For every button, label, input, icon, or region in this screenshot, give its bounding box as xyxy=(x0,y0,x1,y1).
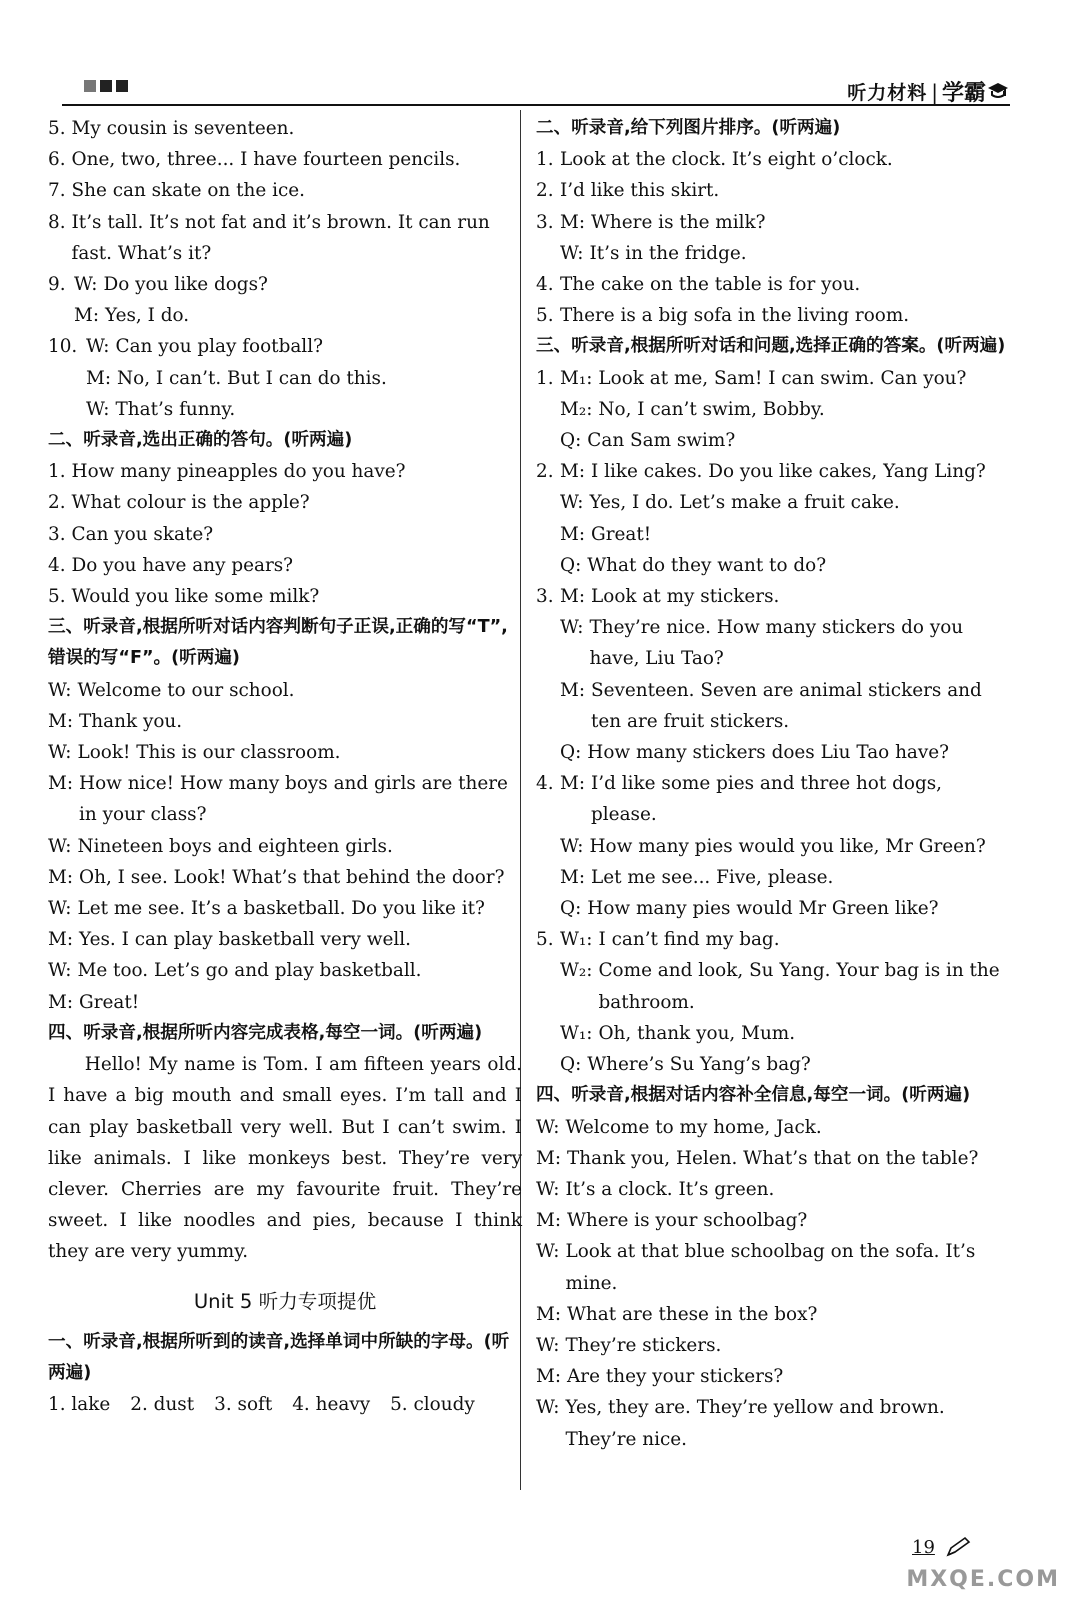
dialogue-text: Nineteen boys and eighteen girls. xyxy=(77,835,393,857)
item-text: My cousin is seventeen. xyxy=(71,118,295,139)
speaker-label: W: xyxy=(74,274,98,296)
item-number: 7. xyxy=(48,180,66,202)
dialogue-text: That’s funny. xyxy=(115,398,236,420)
item-text: One, two, three... I have fourteen pencils. xyxy=(71,149,461,171)
speaker-label: M: xyxy=(48,710,74,732)
dialogue-text: What do they want to do? xyxy=(587,554,827,576)
item-number: 4. xyxy=(536,773,554,795)
dialogue-text: Look at the clock. It’s eight o’clock. xyxy=(560,149,893,171)
list-item xyxy=(48,550,522,581)
numbered-item xyxy=(536,269,1006,300)
item-number: 1. xyxy=(536,149,554,171)
speaker-label: W: xyxy=(560,492,584,514)
dialogue-text: No, I can’t. But I can do this. xyxy=(117,367,387,389)
item-number xyxy=(48,300,74,331)
dialogue-line xyxy=(48,987,522,1018)
speaker-label: Q: xyxy=(560,1054,582,1076)
list-item xyxy=(48,487,522,518)
answer-item: 4. heavy xyxy=(292,1394,371,1416)
dialogue-text: Come and look, Su Yang. Your bag is in the bathroom. xyxy=(598,960,1000,1013)
speaker-label: M: xyxy=(48,991,74,1013)
item-number: 5. xyxy=(48,118,66,139)
numbered-item xyxy=(536,768,1006,830)
dialogue-text: I can’t find my bag. xyxy=(598,929,780,951)
speaker-label: M: xyxy=(560,586,586,608)
speaker-label: M: xyxy=(560,679,586,701)
item-number: 8. xyxy=(48,211,66,233)
answer-item: 2. dust xyxy=(130,1394,195,1416)
speaker-label: M: xyxy=(86,367,112,389)
numbered-item xyxy=(536,924,1006,955)
dialogue-text: I’d like some pies and three hot dogs, please. xyxy=(591,773,943,826)
item-number xyxy=(536,1049,560,1080)
dialogue-line xyxy=(536,675,1006,737)
dialogue-text: Let me see. It’s a basketball. Do you like it? xyxy=(77,898,485,920)
dialogue-line xyxy=(536,550,1006,581)
numbered-item xyxy=(536,581,1006,612)
item-number: 5. xyxy=(536,305,554,327)
dialogue-text: Look at that blue schoolbag on the sofa. It’s mine. xyxy=(565,1241,976,1294)
dialogue-line xyxy=(536,487,1006,518)
right-section4-heading: 四、听录音,根据对话内容补全信息,每空一词。(听两遍) xyxy=(536,1085,971,1106)
speaker-label: W: xyxy=(536,1397,560,1419)
dialogue-text: How many stickers does Liu Tao have? xyxy=(587,742,950,764)
dialogue-line xyxy=(48,955,522,986)
numbered-item xyxy=(536,207,1006,238)
dialogue-line xyxy=(48,394,522,425)
dialogue-text: Thank you. xyxy=(79,710,183,732)
page-footer xyxy=(912,1536,971,1558)
item-number xyxy=(536,862,560,893)
item-number: 2. xyxy=(536,461,554,483)
numbered-item xyxy=(536,363,1006,394)
speaker-label: M: xyxy=(48,929,74,951)
speaker-label: M: xyxy=(536,1303,562,1325)
speaker-label: W: xyxy=(560,617,584,639)
item-text: It’s tall. It’s not fat and it’s brown. It can run fast. What’s it? xyxy=(71,211,490,264)
dialogue-line xyxy=(536,1205,1006,1236)
speaker-label: W: xyxy=(536,1241,560,1263)
dialogue-text: Do you like dogs? xyxy=(103,274,268,296)
dialogue-line xyxy=(536,1392,1006,1454)
item-text: How many pineapples do you have? xyxy=(71,461,406,483)
dialogue-text: Let me see... Five, please. xyxy=(591,866,834,888)
numbered-item xyxy=(536,456,1006,487)
speaker-label: M: xyxy=(74,305,100,327)
speaker-label: Q: xyxy=(560,742,582,764)
right-column xyxy=(536,113,1006,1455)
dialogue-line xyxy=(536,612,1006,674)
dialogue-text: Welcome to my home, Jack. xyxy=(565,1116,822,1138)
item-number: 5. xyxy=(536,929,554,951)
item-number xyxy=(536,612,560,674)
dialogue-line xyxy=(48,924,522,955)
right-section3-items xyxy=(536,363,1006,1081)
unit-section1-heading: 一、听录音,根据所听到的读音,选择单词中所缺的字母。(听两遍) xyxy=(48,1331,510,1383)
dialogue-line xyxy=(536,1236,1006,1298)
dialogue-line xyxy=(536,1049,1006,1080)
item-number xyxy=(536,550,560,581)
dialogue-text: Look! This is our classroom. xyxy=(77,742,341,764)
dialogue-text: They’re stickers. xyxy=(565,1334,722,1356)
item-text: Can you skate? xyxy=(71,523,214,545)
dialogue-text: Where’s Su Yang’s bag? xyxy=(587,1054,811,1076)
speaker-label: W: xyxy=(48,898,72,920)
watermark-text: MXQE.COM xyxy=(906,1567,1060,1592)
item-number xyxy=(536,425,560,456)
dialogue-line xyxy=(536,238,1006,269)
graduation-cap-icon xyxy=(986,80,1010,104)
numbered-item xyxy=(48,331,522,362)
list-item xyxy=(48,113,522,144)
item-number: 1. xyxy=(48,461,66,483)
item-text: Do you have any pears? xyxy=(71,554,294,576)
dialogue-line xyxy=(536,737,1006,768)
speaker-label: W: xyxy=(48,835,72,857)
dialogue-text: There is a big sofa in the living room. xyxy=(560,305,910,327)
dialogue-line xyxy=(48,893,522,924)
speaker-label: W: xyxy=(536,1116,560,1138)
item-number: 10. xyxy=(48,336,78,358)
dialogue-text: How nice! How many boys and girls are there in your class? xyxy=(79,773,508,826)
dialogue-text: I like cakes. Do you like cakes, Yang Ling? xyxy=(591,461,986,483)
dialogue-line xyxy=(48,363,522,394)
dialogue-text: Where is the milk? xyxy=(591,211,766,233)
numbered-item xyxy=(536,300,1006,331)
right-section2-items xyxy=(536,144,1006,331)
section2-items xyxy=(48,456,522,612)
speaker-label: M: xyxy=(48,773,74,795)
dialogue-line xyxy=(536,394,1006,425)
speaker-label: W: xyxy=(560,835,584,857)
dialogue-text: Look at me, Sam! I can swim. Can you? xyxy=(598,367,967,389)
item-number xyxy=(536,955,560,1017)
dialogue-line xyxy=(48,831,522,862)
numbered-item xyxy=(536,144,1006,175)
item-number: 5. xyxy=(48,586,66,608)
speaker-label: M: xyxy=(536,1210,562,1232)
speaker-label: M: xyxy=(560,523,586,545)
item-number xyxy=(48,394,86,425)
item-number xyxy=(536,394,560,425)
dialogue-text: Oh, I see. Look! What’s that behind the door? xyxy=(79,866,505,888)
speaker-label: M: xyxy=(560,773,586,795)
dialogue-line xyxy=(536,831,1006,862)
item-number: 3. xyxy=(536,586,554,608)
speaker-label: W₁: xyxy=(560,929,593,951)
speaker-label: M: xyxy=(560,461,586,483)
dialogue-text: Thank you, Helen. What’s that on the table? xyxy=(567,1147,979,1169)
item-number xyxy=(536,737,560,768)
speaker-label: M₂: xyxy=(560,398,593,420)
dialogue-line xyxy=(536,425,1006,456)
speaker-label: W₁: xyxy=(560,1022,593,1044)
dialogue-text: It’s a clock. It’s green. xyxy=(565,1178,775,1200)
dialogue-text: Welcome to our school. xyxy=(77,679,295,701)
header-rule xyxy=(62,104,1010,106)
dialogue-text: They’re nice. How many stickers do you have, Liu Tao? xyxy=(589,617,964,670)
answer-item: 3. soft xyxy=(214,1394,273,1416)
speaker-label: W: xyxy=(48,679,72,701)
dialogue-text: What are these in the box? xyxy=(567,1303,818,1325)
item-number: 2. xyxy=(48,492,66,514)
left-item-9 xyxy=(48,269,522,331)
dialogue-text: Can you play football? xyxy=(115,336,323,358)
item-number: 3. xyxy=(48,523,66,545)
dialogue-text: Yes. I can play basketball very well. xyxy=(79,929,411,951)
speaker-label: W: xyxy=(536,1334,560,1356)
speaker-label: W: xyxy=(48,742,72,764)
page-number: 19 xyxy=(912,1536,935,1558)
dialogue-line xyxy=(48,768,522,830)
dialogue-text: Great! xyxy=(591,523,652,545)
header-squares-decoration xyxy=(84,80,128,92)
dialogue-text: I’d like this skirt. xyxy=(560,180,720,202)
item-text: Would you like some milk? xyxy=(71,586,320,608)
dialogue-line xyxy=(48,300,522,331)
dialogue-line xyxy=(536,1143,1006,1174)
item-number xyxy=(536,238,560,269)
item-number: 4. xyxy=(48,554,66,576)
item-number xyxy=(536,487,560,518)
pencil-icon xyxy=(945,1536,971,1558)
dialogue-text: Where is your schoolbag? xyxy=(567,1210,808,1232)
dialogue-text: Can Sam swim? xyxy=(587,430,736,452)
dialogue-line xyxy=(536,1361,1006,1392)
list-item xyxy=(48,456,522,487)
dialogue-line xyxy=(536,893,1006,924)
dialogue-line xyxy=(48,737,522,768)
speaker-label: M₁: xyxy=(560,367,593,389)
dialogue-line xyxy=(536,955,1006,1017)
dialogue-text: No, I can’t swim, Bobby. xyxy=(598,398,825,420)
speaker-label: W: xyxy=(86,398,110,420)
item-number xyxy=(536,893,560,924)
section4-heading: 四、听录音,根据所听内容完成表格,每空一词。(听两遍) xyxy=(48,1022,483,1043)
speaker-label: M: xyxy=(560,211,586,233)
header-right xyxy=(847,76,1010,107)
speaker-label: M: xyxy=(560,866,586,888)
dialogue-line xyxy=(48,706,522,737)
header-separator: | xyxy=(931,79,938,104)
dialogue-line xyxy=(536,519,1006,550)
dialogue-line xyxy=(536,1174,1006,1205)
item-number xyxy=(536,831,560,862)
section3-heading: 三、听录音,根据所听对话内容判断句子正误,正确的写“T”,错误的写“F”。(听两遍) xyxy=(48,617,508,669)
dialogue-text: Look at my stickers. xyxy=(591,586,780,608)
dialogue-text: Yes, they are. They’re yellow and brown. They’re nice. xyxy=(565,1397,945,1450)
dialogue-line xyxy=(536,1299,1006,1330)
list-item xyxy=(48,519,522,550)
answer-item: 1. lake xyxy=(48,1394,111,1416)
dialogue-line xyxy=(536,1330,1006,1361)
section4-paragraph: Hello! My name is Tom. I am fifteen years old. I have a big mouth and small eyes. I’m tall and I can play basketball very well. But I can’t swim. I like animals. I like monkeys best. They’re very clever. Cherries are my favourite fruit. They’re sweet. I like noodles and pies, because I think they are very yummy. xyxy=(48,1054,522,1263)
dialogue-text: Yes, I do. xyxy=(105,305,190,327)
item-number xyxy=(536,1018,560,1049)
left-column xyxy=(48,113,522,1420)
item-number: 3. xyxy=(536,211,554,233)
speaker-label: Q: xyxy=(560,430,582,452)
dialogue-line xyxy=(536,862,1006,893)
item-number: 9. xyxy=(48,274,66,296)
dialogue-text: Are they your stickers? xyxy=(567,1366,784,1388)
right-section3-heading: 三、听录音,根据所听对话和问题,选择正确的答案。(听两遍) xyxy=(536,336,1006,357)
numbered-item xyxy=(48,269,522,300)
speaker-label: W: xyxy=(48,960,72,982)
dialogue-line xyxy=(536,1112,1006,1143)
list-item xyxy=(48,207,522,269)
unit-title: Unit 5 听力专项提优 xyxy=(193,1289,377,1313)
dialogue-text: Yes, I do. Let’s make a fruit cake. xyxy=(589,492,900,514)
item-number: 4. xyxy=(536,274,554,296)
dialogue-text: Great! xyxy=(79,991,140,1013)
numbered-item xyxy=(536,175,1006,206)
speaker-label: M: xyxy=(536,1366,562,1388)
left-item-10 xyxy=(48,331,522,425)
dialogue-text: Oh, thank you, Mum. xyxy=(598,1022,796,1044)
dialogue-text: The cake on the table is for you. xyxy=(560,274,861,296)
speaker-label: W: xyxy=(86,336,110,358)
item-text: What colour is the apple? xyxy=(71,492,310,514)
speaker-label: W: xyxy=(536,1178,560,1200)
speaker-label: W₂: xyxy=(560,960,593,982)
dialogue-text: It’s in the fridge. xyxy=(589,242,747,264)
speaker-label: Q: xyxy=(560,554,582,576)
item-number: 1. xyxy=(536,367,554,389)
page-header xyxy=(62,76,1010,104)
item-number: 6. xyxy=(48,149,66,171)
speaker-label: M: xyxy=(536,1147,562,1169)
answer-item: 5. cloudy xyxy=(390,1394,475,1416)
dialogue-text: Me too. Let’s go and play basketball. xyxy=(77,960,422,982)
right-section4-dialogue xyxy=(536,1112,1006,1455)
item-number xyxy=(48,363,86,394)
item-number: 2. xyxy=(536,180,554,202)
list-item xyxy=(48,581,522,612)
speaker-label: M: xyxy=(48,866,74,888)
list-item xyxy=(48,175,522,206)
speaker-label: Q: xyxy=(560,898,582,920)
item-number xyxy=(536,519,560,550)
right-section2-heading: 二、听录音,给下列图片排序。(听两遍) xyxy=(536,118,841,138)
dialogue-text: Seventeen. Seven are animal stickers and ten are fruit stickers. xyxy=(591,679,982,732)
item-text: She can skate on the ice. xyxy=(71,180,305,202)
brand-logo: 学霸 xyxy=(941,81,986,106)
dialogue-line xyxy=(48,675,522,706)
section2-heading: 二、听录音,选出正确的答句。(听两遍) xyxy=(48,430,353,451)
header-title: 听力材料 xyxy=(847,82,928,104)
left-items-5-to-8 xyxy=(48,113,522,269)
item-number xyxy=(536,675,560,737)
dialogue-line xyxy=(536,1018,1006,1049)
dialogue-line xyxy=(48,862,522,893)
dialogue-text: How many pies would you like, Mr Green? xyxy=(589,835,986,857)
speaker-label: W: xyxy=(560,242,584,264)
list-item xyxy=(48,144,522,175)
unit-section1-answers xyxy=(48,1389,522,1420)
dialogue-text: How many pies would Mr Green like? xyxy=(587,898,939,920)
section3-dialogue xyxy=(48,675,522,1018)
